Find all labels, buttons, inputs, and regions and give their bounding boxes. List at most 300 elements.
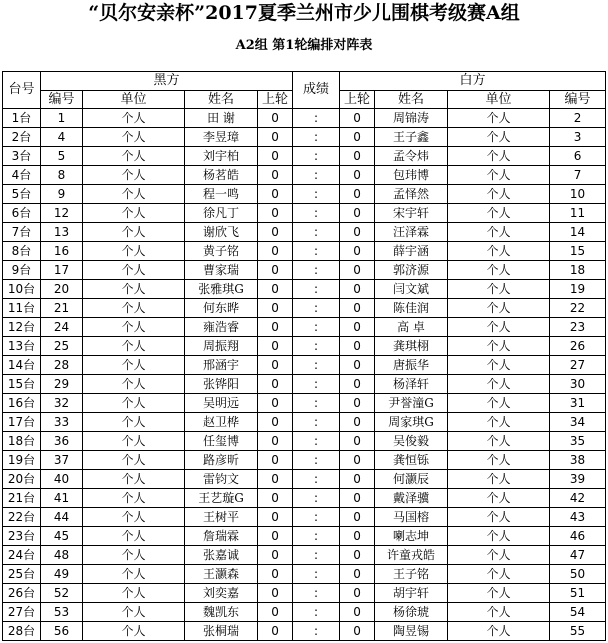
black-name-cell: 詹瑞霖 — [185, 527, 258, 546]
white-number-cell: 22 — [550, 299, 606, 318]
result-cell: : — [293, 489, 340, 508]
header-black: 黑方 — [41, 72, 293, 91]
white-number-cell: 54 — [550, 603, 606, 622]
header-white: 白方 — [340, 72, 606, 91]
table-row — [3, 527, 606, 546]
black-prev-round-cell: 0 — [258, 261, 293, 280]
table-no-cell: 9台 — [3, 261, 41, 280]
black-prev-round-cell: 0 — [258, 394, 293, 413]
black-number-cell: 1 — [41, 109, 83, 128]
black-name-cell: 周振翔 — [185, 337, 258, 356]
white-unit-cell: 个人 — [448, 337, 550, 356]
result-cell: : — [293, 394, 340, 413]
table-row — [3, 261, 606, 280]
table-row — [3, 451, 606, 470]
table-no-cell: 12台 — [3, 318, 41, 337]
result-cell: : — [293, 508, 340, 527]
white-number-cell: 34 — [550, 413, 606, 432]
black-number-cell: 48 — [41, 546, 83, 565]
result-cell: : — [293, 318, 340, 337]
white-prev-round-cell: 0 — [340, 451, 375, 470]
white-name-cell: 戴泽骥 — [375, 489, 448, 508]
result-cell: : — [293, 280, 340, 299]
white-number-cell: 18 — [550, 261, 606, 280]
black-unit-cell: 个人 — [83, 337, 185, 356]
table-row — [3, 394, 606, 413]
white-number-cell: 23 — [550, 318, 606, 337]
table-row — [3, 584, 606, 603]
black-unit-cell: 个人 — [83, 185, 185, 204]
result-cell: : — [293, 299, 340, 318]
white-unit-cell: 个人 — [448, 527, 550, 546]
black-number-cell: 17 — [41, 261, 83, 280]
black-unit-cell: 个人 — [83, 147, 185, 166]
white-prev-round-cell: 0 — [340, 337, 375, 356]
table-row — [3, 546, 606, 565]
white-unit-cell: 个人 — [448, 242, 550, 261]
white-number-cell: 46 — [550, 527, 606, 546]
black-number-cell: 29 — [41, 375, 83, 394]
white-name-cell: 孟令炜 — [375, 147, 448, 166]
black-prev-round-cell: 0 — [258, 603, 293, 622]
result-cell: : — [293, 356, 340, 375]
black-number-cell: 21 — [41, 299, 83, 318]
black-prev-round-cell: 0 — [258, 318, 293, 337]
black-name-cell: 曹家瑞 — [185, 261, 258, 280]
table-no-cell: 26台 — [3, 584, 41, 603]
black-unit-cell: 个人 — [83, 261, 185, 280]
black-prev-round-cell: 0 — [258, 432, 293, 451]
white-unit-cell: 个人 — [448, 280, 550, 299]
table-no-cell: 28台 — [3, 622, 41, 641]
black-name-cell: 田 谢 — [185, 109, 258, 128]
black-prev-round-cell: 0 — [258, 584, 293, 603]
black-name-cell: 杨茗皓 — [185, 166, 258, 185]
table-no-cell: 7台 — [3, 223, 41, 242]
black-prev-round-cell: 0 — [258, 489, 293, 508]
black-unit-cell: 个人 — [83, 470, 185, 489]
white-prev-round-cell: 0 — [340, 546, 375, 565]
white-name-cell: 陶昱锡 — [375, 622, 448, 641]
black-number-cell: 28 — [41, 356, 83, 375]
table-no-cell: 15台 — [3, 375, 41, 394]
white-number-cell: 10 — [550, 185, 606, 204]
white-unit-cell: 个人 — [448, 204, 550, 223]
black-number-cell: 37 — [41, 451, 83, 470]
white-name-cell: 陈佳润 — [375, 299, 448, 318]
table-row — [3, 185, 606, 204]
black-prev-round-cell: 0 — [258, 242, 293, 261]
white-number-cell: 2 — [550, 109, 606, 128]
page-subtitle: A2组 第1轮编排对阵表 — [235, 38, 373, 53]
white-unit-cell: 个人 — [448, 375, 550, 394]
black-prev-round-cell: 0 — [258, 375, 293, 394]
table-no-cell: 22台 — [3, 508, 41, 527]
black-name-cell: 程一鸣 — [185, 185, 258, 204]
white-number-cell: 51 — [550, 584, 606, 603]
result-cell: : — [293, 584, 340, 603]
black-prev-round-cell: 0 — [258, 147, 293, 166]
black-prev-round-cell: 0 — [258, 451, 293, 470]
black-name-cell: 吴明远 — [185, 394, 258, 413]
header-table-no: 台号 — [3, 72, 41, 109]
white-number-cell: 38 — [550, 451, 606, 470]
black-prev-round-cell: 0 — [258, 204, 293, 223]
white-unit-cell: 个人 — [448, 565, 550, 584]
result-cell: : — [293, 565, 340, 584]
black-prev-round-cell: 0 — [258, 128, 293, 147]
black-name-cell: 张嘉诚 — [185, 546, 258, 565]
black-prev-round-cell: 0 — [258, 280, 293, 299]
white-number-cell: 43 — [550, 508, 606, 527]
black-name-cell: 黄子铭 — [185, 242, 258, 261]
black-unit-cell: 个人 — [83, 508, 185, 527]
white-number-cell: 6 — [550, 147, 606, 166]
black-number-cell: 20 — [41, 280, 83, 299]
black-unit-cell: 个人 — [83, 128, 185, 147]
white-name-cell: 闫文斌 — [375, 280, 448, 299]
white-prev-round-cell: 0 — [340, 508, 375, 527]
black-prev-round-cell: 0 — [258, 109, 293, 128]
black-prev-round-cell: 0 — [258, 508, 293, 527]
white-name-cell: 汪泽霖 — [375, 223, 448, 242]
table-no-cell: 13台 — [3, 337, 41, 356]
white-prev-round-cell: 0 — [340, 375, 375, 394]
table-no-cell: 24台 — [3, 546, 41, 565]
table-no-cell: 17台 — [3, 413, 41, 432]
black-number-cell: 12 — [41, 204, 83, 223]
white-prev-round-cell: 0 — [340, 109, 375, 128]
white-number-cell: 35 — [550, 432, 606, 451]
white-number-cell: 26 — [550, 337, 606, 356]
black-name-cell: 任玺博 — [185, 432, 258, 451]
white-prev-round-cell: 0 — [340, 261, 375, 280]
white-name-cell: 吴俊毅 — [375, 432, 448, 451]
black-unit-cell: 个人 — [83, 280, 185, 299]
white-prev-round-cell: 0 — [340, 622, 375, 641]
black-unit-cell: 个人 — [83, 432, 185, 451]
white-prev-round-cell: 0 — [340, 356, 375, 375]
white-unit-cell: 个人 — [448, 546, 550, 565]
result-cell: : — [293, 603, 340, 622]
header-black-unit: 单位 — [83, 91, 185, 109]
white-name-cell: 龚恒铄 — [375, 451, 448, 470]
table-row — [3, 147, 606, 166]
white-name-cell: 薛宇涵 — [375, 242, 448, 261]
table-row — [3, 470, 606, 489]
black-unit-cell: 个人 — [83, 451, 185, 470]
table-row — [3, 242, 606, 261]
white-unit-cell: 个人 — [448, 413, 550, 432]
white-number-cell: 3 — [550, 128, 606, 147]
black-unit-cell: 个人 — [83, 356, 185, 375]
white-prev-round-cell: 0 — [340, 584, 375, 603]
black-unit-cell: 个人 — [83, 527, 185, 546]
table-no-cell: 20台 — [3, 470, 41, 489]
result-cell: : — [293, 527, 340, 546]
table-no-cell: 5台 — [3, 185, 41, 204]
header-white-name: 姓名 — [375, 91, 448, 109]
white-number-cell: 50 — [550, 565, 606, 584]
black-name-cell: 张雅琪G — [185, 280, 258, 299]
black-unit-cell: 个人 — [83, 318, 185, 337]
black-unit-cell: 个人 — [83, 622, 185, 641]
black-unit-cell: 个人 — [83, 204, 185, 223]
black-number-cell: 24 — [41, 318, 83, 337]
black-name-cell: 赵卫桦 — [185, 413, 258, 432]
table-no-cell: 21台 — [3, 489, 41, 508]
result-cell: : — [293, 413, 340, 432]
black-number-cell: 32 — [41, 394, 83, 413]
black-prev-round-cell: 0 — [258, 223, 293, 242]
white-name-cell: 马国榕 — [375, 508, 448, 527]
white-unit-cell: 个人 — [448, 185, 550, 204]
white-unit-cell: 个人 — [448, 223, 550, 242]
table-no-cell: 19台 — [3, 451, 41, 470]
white-unit-cell: 个人 — [448, 356, 550, 375]
black-name-cell: 魏凯东 — [185, 603, 258, 622]
white-name-cell: 包玮博 — [375, 166, 448, 185]
table-row — [3, 508, 606, 527]
table-no-cell: 6台 — [3, 204, 41, 223]
white-unit-cell: 个人 — [448, 166, 550, 185]
table-no-cell: 14台 — [3, 356, 41, 375]
result-cell: : — [293, 128, 340, 147]
white-unit-cell: 个人 — [448, 432, 550, 451]
white-name-cell: 宋宇轩 — [375, 204, 448, 223]
white-number-cell: 14 — [550, 223, 606, 242]
black-name-cell: 雷钧文 — [185, 470, 258, 489]
table-no-cell: 16台 — [3, 394, 41, 413]
white-name-cell: 孟怿然 — [375, 185, 448, 204]
table-row — [3, 109, 606, 128]
black-number-cell: 49 — [41, 565, 83, 584]
table-no-cell: 1台 — [3, 109, 41, 128]
white-unit-cell: 个人 — [448, 394, 550, 413]
black-number-cell: 56 — [41, 622, 83, 641]
result-cell: : — [293, 223, 340, 242]
white-unit-cell: 个人 — [448, 508, 550, 527]
black-number-cell: 45 — [41, 527, 83, 546]
black-number-cell: 44 — [41, 508, 83, 527]
white-unit-cell: 个人 — [448, 489, 550, 508]
white-name-cell: 唐振华 — [375, 356, 448, 375]
table-row — [3, 356, 606, 375]
white-number-cell: 7 — [550, 166, 606, 185]
table-header — [3, 72, 606, 109]
black-prev-round-cell: 0 — [258, 565, 293, 584]
table-no-cell: 4台 — [3, 166, 41, 185]
table-no-cell: 23台 — [3, 527, 41, 546]
black-name-cell: 何东晔 — [185, 299, 258, 318]
white-number-cell: 39 — [550, 470, 606, 489]
white-number-cell: 42 — [550, 489, 606, 508]
table-row — [3, 204, 606, 223]
table-body — [3, 109, 606, 641]
black-name-cell: 张桐瑞 — [185, 622, 258, 641]
pairings-table — [2, 71, 606, 641]
black-name-cell: 张铧阳 — [185, 375, 258, 394]
black-name-cell: 徐凡丁 — [185, 204, 258, 223]
white-prev-round-cell: 0 — [340, 223, 375, 242]
black-unit-cell: 个人 — [83, 242, 185, 261]
result-cell: : — [293, 242, 340, 261]
white-unit-cell: 个人 — [448, 109, 550, 128]
black-name-cell: 刘宇柏 — [185, 147, 258, 166]
white-prev-round-cell: 0 — [340, 128, 375, 147]
white-unit-cell: 个人 — [448, 128, 550, 147]
white-name-cell: 杨泽轩 — [375, 375, 448, 394]
white-prev-round-cell: 0 — [340, 299, 375, 318]
black-name-cell: 王灏森 — [185, 565, 258, 584]
white-name-cell: 王子铭 — [375, 565, 448, 584]
result-cell: : — [293, 109, 340, 128]
white-unit-cell: 个人 — [448, 470, 550, 489]
result-cell: : — [293, 470, 340, 489]
white-prev-round-cell: 0 — [340, 242, 375, 261]
white-name-cell: 周锦涛 — [375, 109, 448, 128]
table-row — [3, 280, 606, 299]
result-cell: : — [293, 166, 340, 185]
result-cell: : — [293, 451, 340, 470]
black-unit-cell: 个人 — [83, 394, 185, 413]
table-row — [3, 413, 606, 432]
white-number-cell: 55 — [550, 622, 606, 641]
white-number-cell: 11 — [550, 204, 606, 223]
black-prev-round-cell: 0 — [258, 166, 293, 185]
black-name-cell: 雍浩睿 — [185, 318, 258, 337]
table-row — [3, 318, 606, 337]
header-white-unit: 单位 — [448, 91, 550, 109]
header-white-prev-round: 上轮 — [340, 91, 375, 109]
black-unit-cell: 个人 — [83, 603, 185, 622]
black-prev-round-cell: 0 — [258, 622, 293, 641]
table-no-cell: 10台 — [3, 280, 41, 299]
result-cell: : — [293, 204, 340, 223]
table-row — [3, 489, 606, 508]
white-number-cell: 30 — [550, 375, 606, 394]
white-prev-round-cell: 0 — [340, 489, 375, 508]
black-unit-cell: 个人 — [83, 299, 185, 318]
white-name-cell: 周家琪G — [375, 413, 448, 432]
black-number-cell: 52 — [41, 584, 83, 603]
black-number-cell: 8 — [41, 166, 83, 185]
header-black-name: 姓名 — [185, 91, 258, 109]
black-prev-round-cell: 0 — [258, 337, 293, 356]
result-cell: : — [293, 432, 340, 451]
result-cell: : — [293, 622, 340, 641]
black-name-cell: 路彦昕 — [185, 451, 258, 470]
white-name-cell: 喇志坤 — [375, 527, 448, 546]
black-number-cell: 33 — [41, 413, 83, 432]
white-name-cell: 何灏辰 — [375, 470, 448, 489]
white-prev-round-cell: 0 — [340, 204, 375, 223]
white-prev-round-cell: 0 — [340, 527, 375, 546]
black-number-cell: 40 — [41, 470, 83, 489]
page-title: “贝尔安亲杯”2017夏季兰州市少儿围棋考级赛A组 — [88, 2, 520, 24]
white-number-cell: 47 — [550, 546, 606, 565]
white-name-cell: 许童戎皓 — [375, 546, 448, 565]
white-name-cell: 郭济源 — [375, 261, 448, 280]
table-no-cell: 11台 — [3, 299, 41, 318]
white-unit-cell: 个人 — [448, 603, 550, 622]
white-name-cell: 龚琪栩 — [375, 337, 448, 356]
table-row — [3, 299, 606, 318]
white-prev-round-cell: 0 — [340, 166, 375, 185]
result-cell: : — [293, 337, 340, 356]
white-unit-cell: 个人 — [448, 147, 550, 166]
table-no-cell: 25台 — [3, 565, 41, 584]
table-row — [3, 603, 606, 622]
white-prev-round-cell: 0 — [340, 413, 375, 432]
white-name-cell: 高 卓 — [375, 318, 448, 337]
black-prev-round-cell: 0 — [258, 413, 293, 432]
black-prev-round-cell: 0 — [258, 527, 293, 546]
black-number-cell: 13 — [41, 223, 83, 242]
black-unit-cell: 个人 — [83, 109, 185, 128]
table-row — [3, 166, 606, 185]
black-prev-round-cell: 0 — [258, 185, 293, 204]
table-row — [3, 337, 606, 356]
white-prev-round-cell: 0 — [340, 565, 375, 584]
table-row — [3, 128, 606, 147]
table-no-cell: 8台 — [3, 242, 41, 261]
white-prev-round-cell: 0 — [340, 318, 375, 337]
black-number-cell: 4 — [41, 128, 83, 147]
black-unit-cell: 个人 — [83, 565, 185, 584]
result-cell: : — [293, 546, 340, 565]
white-unit-cell: 个人 — [448, 261, 550, 280]
white-prev-round-cell: 0 — [340, 432, 375, 451]
white-number-cell: 15 — [550, 242, 606, 261]
header-black-number: 编号 — [41, 91, 83, 109]
white-unit-cell: 个人 — [448, 299, 550, 318]
table-row — [3, 223, 606, 242]
white-number-cell: 19 — [550, 280, 606, 299]
black-unit-cell: 个人 — [83, 375, 185, 394]
black-number-cell: 25 — [41, 337, 83, 356]
header-black-prev-round: 上轮 — [258, 91, 293, 109]
black-prev-round-cell: 0 — [258, 356, 293, 375]
black-unit-cell: 个人 — [83, 413, 185, 432]
black-number-cell: 41 — [41, 489, 83, 508]
black-name-cell: 邢涵宇 — [185, 356, 258, 375]
table-row — [3, 432, 606, 451]
table-row — [3, 375, 606, 394]
header-white-number: 编号 — [550, 91, 606, 109]
black-name-cell: 刘奕嘉 — [185, 584, 258, 603]
table-row — [3, 565, 606, 584]
table-no-cell: 3台 — [3, 147, 41, 166]
white-unit-cell: 个人 — [448, 584, 550, 603]
header-result: 成绩 — [293, 72, 340, 109]
white-number-cell: 31 — [550, 394, 606, 413]
white-prev-round-cell: 0 — [340, 147, 375, 166]
result-cell: : — [293, 147, 340, 166]
white-unit-cell: 个人 — [448, 622, 550, 641]
black-name-cell: 王树平 — [185, 508, 258, 527]
result-cell: : — [293, 375, 340, 394]
table-no-cell: 18台 — [3, 432, 41, 451]
result-cell: : — [293, 261, 340, 280]
black-unit-cell: 个人 — [83, 546, 185, 565]
black-prev-round-cell: 0 — [258, 546, 293, 565]
black-name-cell: 王艺璇G — [185, 489, 258, 508]
white-prev-round-cell: 0 — [340, 394, 375, 413]
black-unit-cell: 个人 — [83, 223, 185, 242]
white-unit-cell: 个人 — [448, 451, 550, 470]
black-number-cell: 9 — [41, 185, 83, 204]
